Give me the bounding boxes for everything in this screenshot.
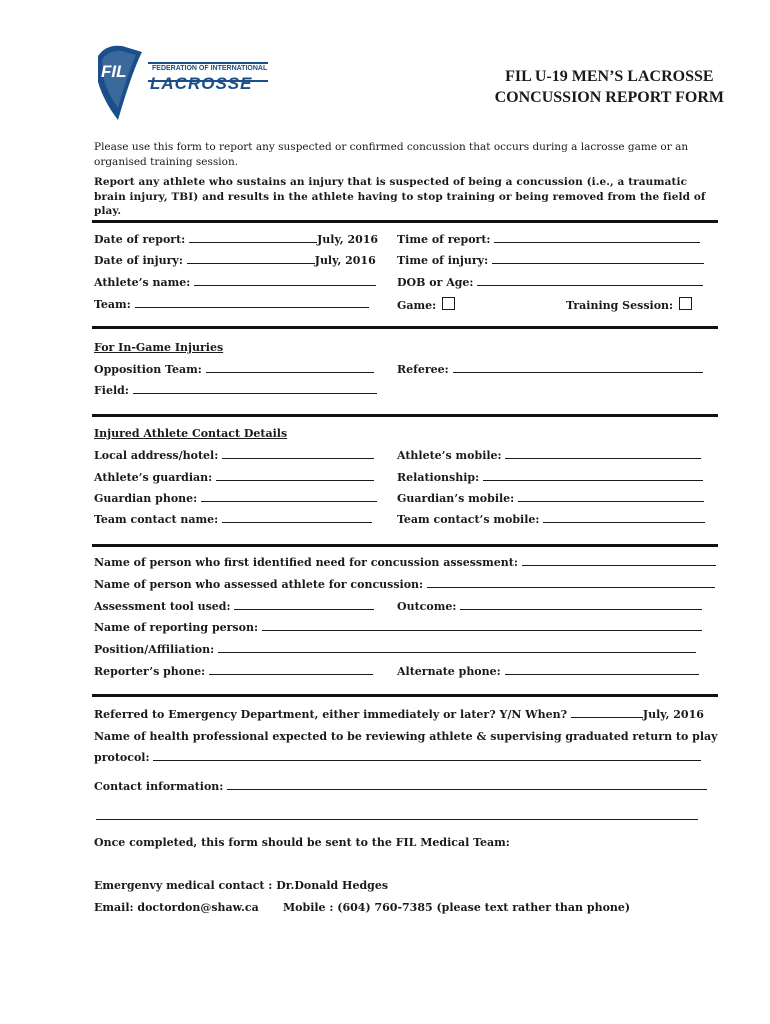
logo-badge: FIL	[101, 62, 127, 81]
logo-line2: LACROSSE	[150, 74, 253, 93]
fil-logo	[92, 42, 272, 124]
guardian-mobile-field[interactable]	[397, 492, 704, 505]
intro-paragraph: Please use this form to report any suspected or confirmed concussion that occurs during a lacrosse game or an organised training session.	[94, 141, 689, 168]
opposition-team-field[interactable]	[94, 363, 374, 376]
title-line2: CONCUSSION REPORT FORM	[494, 89, 724, 106]
section-divider	[92, 544, 718, 547]
team-contact-name-label: Team contact name:	[94, 513, 219, 526]
dob-field[interactable]	[397, 276, 703, 289]
contact-details-heading: Injured Athlete Contact Details	[94, 427, 288, 440]
referee-label: Referee:	[397, 363, 449, 376]
athlete-mobile-field[interactable]	[397, 449, 701, 462]
athlete-guardian-field[interactable]	[94, 471, 374, 484]
dob-label: DOB or Age:	[397, 276, 474, 289]
contact-information-field[interactable]	[94, 780, 707, 793]
email-text: Email: doctordon@shaw.ca	[94, 901, 259, 914]
guardian-phone-label: Guardian phone:	[94, 492, 198, 505]
field-field[interactable]	[94, 384, 377, 397]
sent-to-text: Once completed, this form should be sent to the FIL Medical Team:	[94, 836, 510, 849]
game-checkbox[interactable]	[442, 297, 455, 310]
assessed-by-label: Name of person who assessed athlete for concussion:	[94, 578, 424, 591]
local-address-label: Local address/hotel:	[94, 449, 219, 462]
protocol-label: protocol:	[94, 751, 150, 764]
mobile-text: Mobile : (604) 760-7385 (please text rather than phone)	[283, 901, 631, 914]
athlete-name-label: Athlete’s name:	[94, 276, 191, 289]
relationship-field[interactable]	[397, 471, 703, 484]
contact-information-extra-line[interactable]	[96, 810, 698, 823]
first-identified-field[interactable]	[94, 556, 716, 569]
time-of-report-label: Time of report:	[397, 233, 491, 246]
reporting-person-field[interactable]	[94, 621, 702, 634]
position-affiliation-label: Position/Affiliation:	[94, 643, 215, 656]
time-of-injury-label: Time of injury:	[397, 254, 489, 267]
outcome-field[interactable]	[397, 600, 702, 613]
team-field[interactable]	[94, 298, 369, 311]
guardian-phone-field[interactable]	[94, 492, 377, 505]
emergency-contact-text: Emergenvy medical contact : Dr.Donald Hedges	[94, 879, 389, 892]
athlete-guardian-label: Athlete’s guardian:	[94, 471, 213, 484]
date-of-injury-field[interactable]: Date of injury: July, 2016	[94, 254, 376, 267]
training-session-label: Training Session:	[566, 299, 674, 312]
opposition-team-label: Opposition Team:	[94, 363, 202, 376]
referred-emergency-field[interactable]: Referred to Emergency Department, either immediately or later? Y/N When? July, 2016	[94, 708, 704, 721]
reporter-phone-label: Reporter’s phone:	[94, 665, 206, 678]
team-contact-name-field[interactable]	[94, 513, 372, 526]
section-divider	[92, 694, 718, 697]
time-of-injury-field[interactable]	[397, 254, 704, 267]
team-label: Team:	[94, 298, 131, 311]
section-divider	[92, 326, 718, 329]
field-label: Field:	[94, 384, 129, 397]
date-of-report-field[interactable]: Date of report: July, 2016	[94, 233, 379, 246]
date-of-report-label: Date of report:	[94, 233, 186, 246]
local-address-field[interactable]	[94, 449, 374, 462]
section-divider	[92, 414, 718, 417]
title-line1: FIL U-19 MEN’S LACROSSE	[505, 68, 714, 85]
protocol-field[interactable]	[94, 751, 701, 764]
athlete-name-field[interactable]	[94, 276, 376, 289]
logo-line1: FEDERATION OF INTERNATIONAL	[152, 65, 268, 72]
assessed-by-field[interactable]	[94, 578, 715, 591]
reporting-person-label: Name of reporting person:	[94, 621, 259, 634]
form-title	[495, 66, 724, 108]
guardian-mobile-label: Guardian’s mobile:	[397, 492, 515, 505]
position-affiliation-field[interactable]	[94, 643, 696, 656]
athlete-mobile-label: Athlete’s mobile:	[397, 449, 502, 462]
outcome-label: Outcome:	[397, 600, 457, 613]
date-of-injury-label: Date of injury:	[94, 254, 183, 267]
game-checkbox-field[interactable]	[397, 297, 455, 312]
time-of-report-field[interactable]	[397, 233, 700, 246]
relationship-label: Relationship:	[397, 471, 480, 484]
training-session-checkbox-field[interactable]	[566, 297, 692, 312]
contact-information-label: Contact information:	[94, 780, 224, 793]
section-divider	[92, 220, 718, 223]
assessment-tool-label: Assessment tool used:	[94, 600, 231, 613]
first-identified-label: Name of person who first identified need for concussion assessment:	[94, 556, 518, 569]
reporter-phone-field[interactable]	[94, 665, 373, 678]
alternate-phone-label: Alternate phone:	[397, 665, 501, 678]
assessment-tool-field[interactable]	[94, 600, 374, 613]
referred-emergency-label: Referred to Emergency Department, either immediately or later? Y/N When?	[94, 708, 568, 721]
training-session-checkbox[interactable]	[679, 297, 692, 310]
in-game-heading: For In-Game Injuries	[94, 341, 224, 354]
health-professional-label: Name of health professional expected to be reviewing athlete & supervising graduated return to play	[94, 730, 718, 743]
referee-field[interactable]	[397, 363, 703, 376]
team-contact-mobile-field[interactable]	[397, 513, 705, 526]
alternate-phone-field[interactable]	[397, 665, 699, 678]
team-contact-mobile-label: Team contact’s mobile:	[397, 513, 540, 526]
intro-bold-paragraph: Report any athlete who sustains an injury that is suspected of being a concussion (i.e., a traumatic brain injury, TBI) and results in the athlete having to stop training or being removed from the field of play.	[94, 176, 706, 217]
game-label: Game:	[397, 299, 437, 312]
